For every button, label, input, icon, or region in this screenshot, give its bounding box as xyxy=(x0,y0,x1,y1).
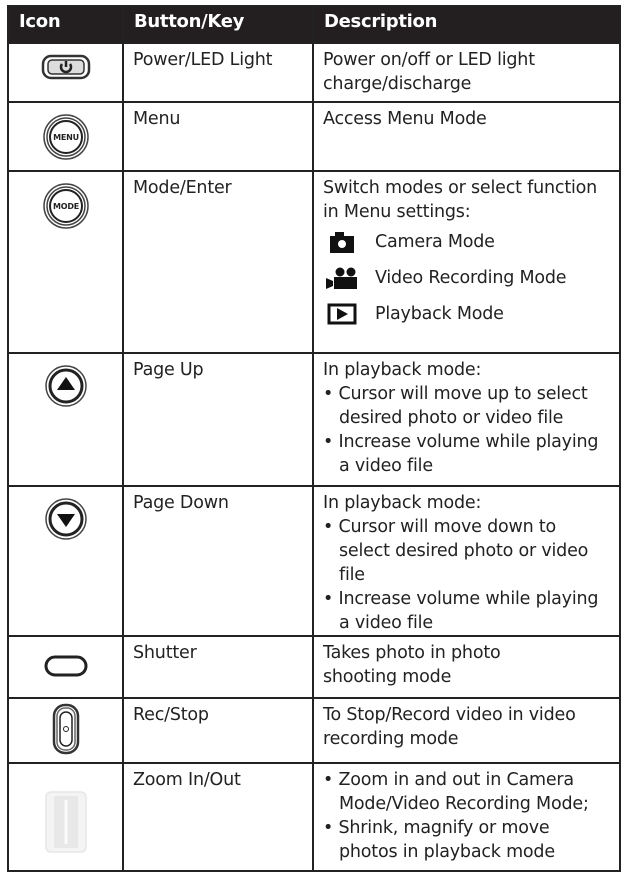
button-name: Page Down xyxy=(123,486,313,636)
rec-stop-button-icon xyxy=(8,698,123,763)
bullet: • Zoom in and out in Camera Mode/Video Recording Mode; xyxy=(323,770,589,814)
mode-playback xyxy=(323,296,611,332)
description: Access Menu Mode xyxy=(313,102,620,171)
button-reference-table xyxy=(7,5,621,872)
table-row xyxy=(8,102,620,171)
button-name: Shutter xyxy=(123,636,313,698)
description xyxy=(313,698,620,763)
button-name: Mode/Enter xyxy=(123,171,313,353)
description-line: in Menu settings: xyxy=(323,202,471,222)
description xyxy=(313,636,620,698)
table-row xyxy=(8,636,620,698)
description-line: To Stop/Record video in video xyxy=(323,705,576,725)
bullet: • Increase volume while playing a video file xyxy=(323,432,599,476)
bullet: • Cursor will move up to select desired photo or video file xyxy=(323,384,588,428)
mode-video xyxy=(323,260,611,296)
description xyxy=(313,353,620,486)
table-row xyxy=(8,43,620,102)
playback-icon xyxy=(323,303,361,325)
mode-camera xyxy=(323,224,611,260)
mode-label: Playback Mode xyxy=(375,304,504,324)
description-line: charge/discharge xyxy=(323,74,472,94)
header-button: Button/Key xyxy=(123,6,313,43)
description-intro: In playback mode: xyxy=(323,360,482,380)
table-row xyxy=(8,353,620,486)
power-button-icon xyxy=(8,43,123,102)
page-up-button-icon xyxy=(8,353,123,486)
table-row xyxy=(8,486,620,636)
menu-button-icon xyxy=(8,102,123,171)
description xyxy=(313,171,620,353)
description-line: recording mode xyxy=(323,729,459,749)
mode-button-icon xyxy=(8,171,123,353)
svg-text:MENU: MENU xyxy=(52,133,79,142)
header-description: Description xyxy=(313,6,620,43)
table-row xyxy=(8,171,620,353)
description-line: Takes photo in photo xyxy=(323,643,501,663)
shutter-button-icon xyxy=(8,636,123,698)
video-camera-icon xyxy=(323,266,361,290)
button-name: Power/LED Light xyxy=(123,43,313,102)
bullet: • Increase volume while playing a video file xyxy=(323,589,599,633)
bullet: • Cursor will move down to select desired photo or video file xyxy=(323,517,589,585)
description xyxy=(313,486,620,636)
button-name: Rec/Stop xyxy=(123,698,313,763)
button-name: Zoom In/Out xyxy=(123,763,313,871)
camera-icon xyxy=(323,230,361,254)
description-intro: In playback mode: xyxy=(323,493,482,513)
mode-label: Video Recording Mode xyxy=(375,268,567,288)
button-name: Page Up xyxy=(123,353,313,486)
table-header xyxy=(8,6,620,43)
description xyxy=(313,43,620,102)
page-down-button-icon xyxy=(8,486,123,636)
table-row xyxy=(8,698,620,763)
button-name: Menu xyxy=(123,102,313,171)
description-line: Switch modes or select function xyxy=(323,178,598,198)
header-icon: Icon xyxy=(8,6,123,43)
bullet: • Shrink, magnify or move photos in playback mode xyxy=(323,818,555,862)
description-line: Power on/off or LED light xyxy=(323,50,535,70)
description-line: shooting mode xyxy=(323,667,452,687)
svg-text:MODE: MODE xyxy=(52,202,79,211)
mode-label: Camera Mode xyxy=(375,232,495,252)
